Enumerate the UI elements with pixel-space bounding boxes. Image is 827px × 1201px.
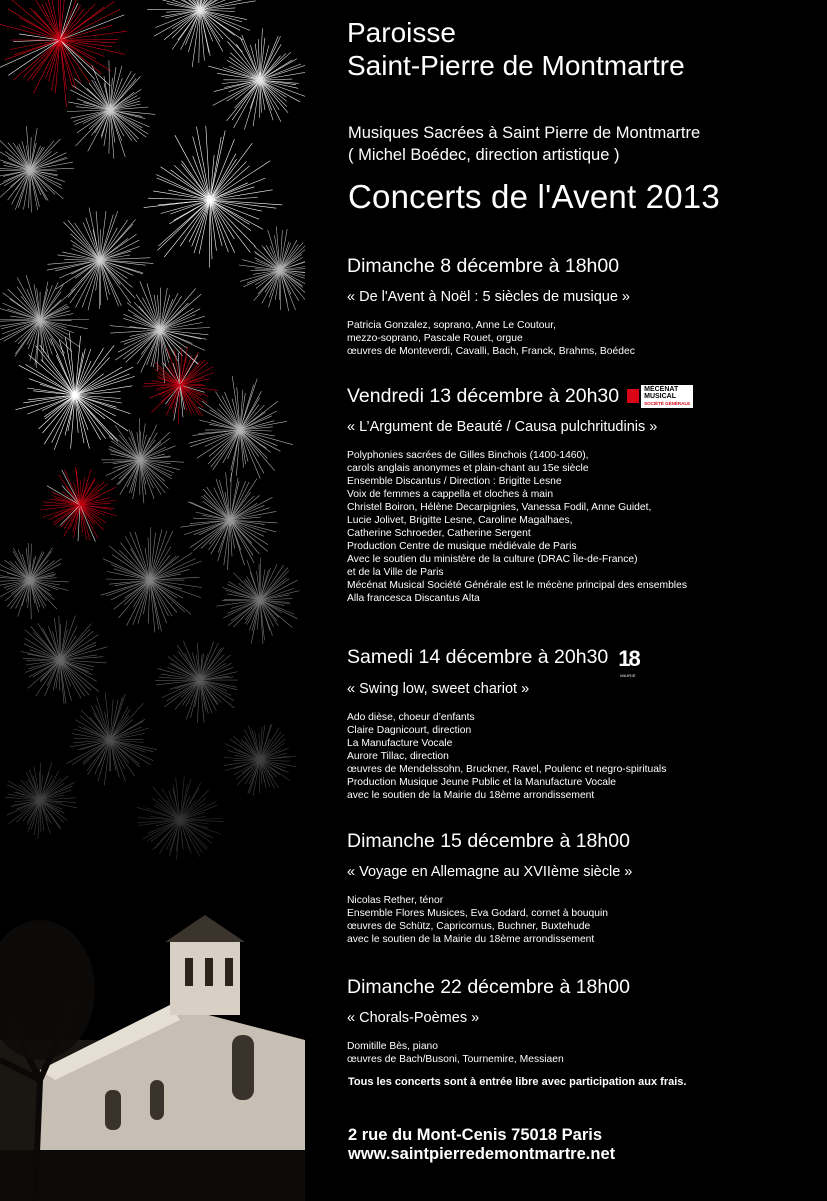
parish-line-1: Paroisse bbox=[347, 17, 456, 48]
concert-date-text: Dimanche 15 décembre à 18h00 bbox=[347, 830, 630, 852]
concert-date bbox=[347, 829, 817, 853]
detail-line: Patricia Gonzalez, soprano, Anne Le Coutour, bbox=[347, 320, 556, 331]
mairie-18-logo: 18 MAIRIE bbox=[618, 646, 639, 678]
firework-burst bbox=[155, 641, 237, 723]
detail-line: Mécénat Musical Société Générale est le mécène principal des ensembles bbox=[347, 580, 687, 591]
concert-details bbox=[347, 1040, 817, 1066]
concert-date-text: Samedi 14 décembre à 20h30 bbox=[347, 646, 609, 668]
concert-title: « Chorals-Poèmes » bbox=[347, 1010, 480, 1026]
free-entry-notice: Tous les concerts sont à entrée libre avec participation aux frais. bbox=[348, 1076, 687, 1088]
detail-line: Catherine Schroeder, Catherine Sergent bbox=[347, 528, 531, 539]
detail-line: Voix de femmes a cappella et cloches à main bbox=[347, 489, 554, 500]
address-line: 2 rue du Mont-Cenis 75018 Paris bbox=[348, 1126, 603, 1144]
firework-burst bbox=[143, 346, 218, 425]
firework-burst bbox=[16, 332, 135, 449]
firework-burst bbox=[5, 762, 77, 839]
detail-line: Ado dièse, choeur d’enfants bbox=[347, 712, 475, 723]
detail-line: et de la Ville de Paris bbox=[347, 567, 444, 578]
firework-burst bbox=[101, 527, 202, 632]
detail-line: Ensemble Flores Musices, Eva Godard, cornet à bouquin bbox=[347, 908, 608, 919]
firework-burst bbox=[0, 275, 89, 368]
detail-line: Avec le soutien du ministère de la culture (DRAC Île-de-France) bbox=[347, 554, 638, 565]
detail-line: œuvres de Schütz, Capricornus, Buchner, Buxtehude bbox=[347, 921, 591, 932]
concert-details bbox=[347, 319, 817, 358]
concert-1 bbox=[347, 254, 817, 358]
detail-line: Nicolas Rether, ténor bbox=[347, 895, 444, 906]
concert-4 bbox=[347, 829, 817, 946]
presenter bbox=[348, 122, 700, 166]
firework-burst bbox=[21, 616, 108, 704]
firework-burst bbox=[67, 60, 155, 158]
firework-burst bbox=[208, 28, 305, 129]
detail-line: Polyphonies sacrées de Gilles Binchois (1400-1460), bbox=[347, 450, 589, 461]
concert-date-text: Vendredi 13 décembre à 20h30 bbox=[347, 385, 620, 407]
mecenat-wordmark: MÉCÉNAT MUSICAL SOCIÉTÉ GÉNÉRALE bbox=[641, 385, 693, 408]
detail-line: Domitille Bès, piano bbox=[347, 1041, 438, 1052]
detail-line: Production Musique Jeune Public et la Manufacture Vocale bbox=[347, 777, 617, 788]
detail-line: œuvres de Monteverdi, Cavalli, Bach, Franck, Brahms, Boédec bbox=[347, 346, 635, 357]
detail-line: Christel Boiron, Hélène Decarpignies, Vanessa Fodil, Anne Guidet, bbox=[347, 502, 652, 513]
detail-line: carols anglais anonymes et plain-chant au 15e siècle bbox=[347, 463, 589, 474]
firework-burst bbox=[0, 0, 127, 107]
detail-line: œuvres de Bach/Busoni, Tournemire, Messiaen bbox=[347, 1054, 564, 1065]
detail-line: Ensemble Discantus / Direction : Brigitte Lesne bbox=[347, 476, 562, 487]
fireworks-church-artwork bbox=[0, 0, 305, 1201]
detail-line: Alla francesca Discantus Alta bbox=[347, 593, 480, 604]
firework-burst bbox=[0, 126, 74, 212]
detail-line: Claire Dagnicourt, direction bbox=[347, 725, 472, 736]
concert-5 bbox=[347, 975, 817, 1066]
detail-line: mezzo-soprano, Pascale Rouet, orgue bbox=[347, 333, 523, 344]
firework-burst bbox=[144, 126, 283, 268]
concert-details bbox=[347, 894, 817, 946]
poster-content bbox=[347, 0, 817, 1201]
concert-date-text: Dimanche 22 décembre à 18h00 bbox=[347, 976, 630, 998]
firework-burst bbox=[66, 693, 157, 786]
contact-block bbox=[348, 1126, 615, 1164]
detail-line: avec le soutien de la Mairie du 18ème arrondissement bbox=[347, 934, 595, 945]
concert-title: « Voyage en Allemagne au XVIIème siècle » bbox=[347, 864, 633, 880]
detail-line: Production Centre de musique médiévale de Paris bbox=[347, 541, 577, 552]
mecenat-red-mark bbox=[627, 389, 639, 403]
concert-date bbox=[347, 254, 817, 278]
firework-burst bbox=[147, 0, 256, 67]
firework-burst bbox=[216, 557, 299, 643]
concert-date bbox=[347, 975, 817, 999]
firework-burst bbox=[239, 226, 305, 311]
firework-burst bbox=[137, 776, 225, 859]
concert-title: « Swing low, sweet chariot » bbox=[347, 681, 530, 697]
concert-details bbox=[347, 711, 817, 802]
firework-burst bbox=[181, 472, 278, 570]
firework-burst bbox=[0, 543, 69, 619]
website-link[interactable]: www.saintpierredemontmartre.net bbox=[348, 1145, 616, 1163]
detail-line: Aurore Tillac, direction bbox=[347, 751, 449, 762]
firework-burst bbox=[224, 724, 297, 796]
detail-line: œuvres de Mendelssohn, Bruckner, Ravel, Poulenc et negro-spirituals bbox=[347, 764, 667, 775]
concert-3 bbox=[347, 644, 817, 802]
fireworks-pattern bbox=[0, 0, 305, 1201]
concert-details bbox=[347, 449, 817, 605]
firework-burst bbox=[101, 418, 184, 503]
firework-burst bbox=[189, 376, 293, 482]
firework-burst bbox=[41, 467, 117, 542]
firework-burst bbox=[47, 208, 153, 311]
presenter-line-1: Musiques Sacrées à Saint Pierre de Montmartre bbox=[348, 124, 701, 142]
concert-title: « L’Argument de Beauté / Causa pulchritudinis » bbox=[347, 419, 658, 435]
detail-line: avec le soutien de la Mairie du 18ème arrondissement bbox=[347, 790, 595, 801]
concert-date bbox=[347, 384, 817, 408]
mecenat-musical-logo bbox=[627, 385, 693, 407]
concert-2 bbox=[347, 384, 817, 605]
concert-title: « De l'Avent à Noël : 5 siècles de musique » bbox=[347, 289, 630, 305]
detail-line: La Manufacture Vocale bbox=[347, 738, 453, 749]
concert-date-text: Dimanche 8 décembre à 18h00 bbox=[347, 255, 620, 277]
concert-date bbox=[347, 644, 817, 678]
parish-name bbox=[347, 16, 685, 82]
detail-line: Lucie Jolivet, Brigitte Lesne, Caroline Magalhaes, bbox=[347, 515, 573, 526]
presenter-line-2: ( Michel Boédec, direction artistique ) bbox=[348, 146, 620, 164]
parish-line-2: Saint-Pierre de Montmartre bbox=[347, 50, 685, 81]
page-title: Concerts de l'Avent 2013 bbox=[348, 178, 720, 215]
